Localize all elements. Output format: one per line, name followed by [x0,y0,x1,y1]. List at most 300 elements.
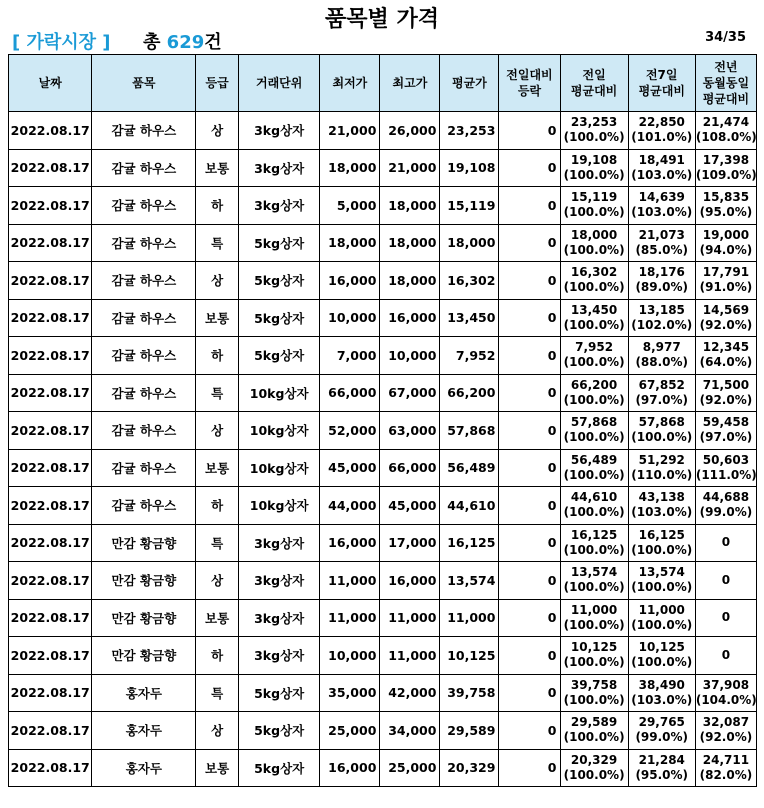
min-price-cell: 5,000 [320,187,380,225]
min-price-cell: 16,000 [320,749,380,787]
compare-line: (94.0%) [699,242,753,257]
prev-7day-compare-cell [628,187,695,225]
item-cell: 만감 황금향 [92,562,196,600]
prev-7day-compare-cell [628,262,695,300]
compare-line: (88.0%) [635,355,689,370]
change-cell: 0 [499,749,560,787]
compare-line: 16,125 [638,527,685,542]
prev-year-compare-cell [695,449,756,487]
date-cell: 2022.08.17 [9,224,92,262]
compare-line: 23,253 [570,115,618,130]
compare-line: 13,185 [638,302,685,317]
compare-line: (91.0%) [699,280,753,295]
min-price-cell: 11,000 [320,562,380,600]
compare-line: 15,835 [702,190,750,205]
min-price-cell: 52,000 [320,412,380,450]
prev-year-compare-cell [695,674,756,712]
compare-line: 57,868 [570,415,618,430]
change-cell: 0 [499,224,560,262]
compare-line: (100.0%) [563,280,625,295]
page-indicator: 34/35 [705,30,746,45]
compare-line: (85.0%) [635,242,689,257]
grade-cell: 보통 [196,749,239,787]
compare-line: (108.0%) [695,130,757,145]
compare-line: (100.0%) [563,317,625,332]
compare-line: (100.0%) [631,655,693,670]
prev-7day-compare-cell [628,712,695,750]
compare-line: (103.0%) [631,692,693,707]
compare-line: 17,791 [702,265,750,280]
change-cell: 0 [499,299,560,337]
compare-line: 32,087 [702,715,750,730]
min-price-cell: 18,000 [320,149,380,187]
compare-line: 21,474 [702,115,750,130]
prev-7day-compare-cell [628,149,695,187]
item-cell: 감귤 하우스 [92,224,196,262]
column-header-line: 등락 [517,84,542,98]
max-price-cell: 11,000 [380,637,440,675]
max-price-cell: 26,000 [380,112,440,150]
table-row [9,674,757,712]
avg-price-cell: 11,000 [440,599,499,637]
compare-line: 18,491 [638,152,685,167]
prev-7day-compare-cell [628,224,695,262]
prev-year-compare-cell [695,599,756,637]
prev-year-compare-cell [695,187,756,225]
date-cell: 2022.08.17 [9,599,92,637]
date-cell: 2022.08.17 [9,187,92,225]
compare-line: (100.0%) [631,580,693,595]
prev-year-compare-cell [695,149,756,187]
prev-7day-compare-cell [628,749,695,787]
date-cell: 2022.08.17 [9,262,92,300]
avg-price-cell: 23,253 [440,112,499,150]
prev-day-compare-cell [560,224,628,262]
column-header [499,55,560,112]
prev-7day-compare-cell [628,562,695,600]
compare-line: 57,868 [638,415,685,430]
compare-line: 0 [721,572,731,587]
change-cell: 0 [499,524,560,562]
compare-line: 17,398 [702,152,750,167]
compare-line: (100.0%) [563,467,625,482]
compare-line: (101.0%) [631,130,693,145]
total-suffix: 건 [204,32,222,53]
max-price-cell: 21,000 [380,149,440,187]
unit-cell: 3kg상자 [238,524,319,562]
min-price-cell: 45,000 [320,449,380,487]
column-header-line: 최고가 [392,76,428,90]
change-cell: 0 [499,562,560,600]
unit-cell: 10kg상자 [238,449,319,487]
grade-cell: 특 [196,374,239,412]
max-price-cell: 42,000 [380,674,440,712]
column-header-line: 품목 [132,76,156,90]
item-cell: 홍자두 [92,749,196,787]
avg-price-cell: 57,868 [440,412,499,450]
item-cell: 만감 황금향 [92,637,196,675]
max-price-cell: 10,000 [380,337,440,375]
grade-cell: 보통 [196,299,239,337]
grade-cell: 하 [196,637,239,675]
table-row [9,299,757,337]
max-price-cell: 34,000 [380,712,440,750]
change-cell: 0 [499,487,560,525]
prev-year-compare-cell [695,262,756,300]
compare-line: (100.0%) [563,130,625,145]
min-price-cell: 44,000 [320,487,380,525]
compare-line: 18,000 [570,227,618,242]
prev-year-compare-cell [695,487,756,525]
date-cell: 2022.08.17 [9,674,92,712]
change-cell: 0 [499,449,560,487]
item-cell: 감귤 하우스 [92,149,196,187]
avg-price-cell: 15,119 [440,187,499,225]
grade-cell: 하 [196,337,239,375]
item-cell: 감귤 하우스 [92,187,196,225]
change-cell: 0 [499,187,560,225]
compare-line: (100.0%) [563,355,625,370]
change-cell: 0 [499,637,560,675]
max-price-cell: 63,000 [380,412,440,450]
compare-line: 0 [721,535,731,550]
prev-7day-compare-cell [628,374,695,412]
min-price-cell: 7,000 [320,337,380,375]
compare-line: 38,490 [638,677,685,692]
compare-line: 11,000 [570,602,618,617]
item-cell: 감귤 하우스 [92,337,196,375]
grade-cell: 특 [196,524,239,562]
grade-cell: 보통 [196,449,239,487]
compare-line: 7,952 [575,340,614,355]
max-price-cell: 16,000 [380,562,440,600]
compare-line: (92.0%) [699,317,753,332]
prev-7day-compare-cell [628,412,695,450]
compare-line: (100.0%) [563,430,625,445]
prev-day-compare-cell [560,637,628,675]
compare-line: 14,639 [638,190,685,205]
compare-line: 13,574 [638,565,685,580]
table-row [9,562,757,600]
column-header [9,55,92,112]
prev-day-compare-cell [560,599,628,637]
min-price-cell: 66,000 [320,374,380,412]
min-price-cell: 18,000 [320,224,380,262]
max-price-cell: 66,000 [380,449,440,487]
compare-line: 15,119 [570,190,618,205]
column-header-line: 전일 [582,68,606,82]
compare-line: (100.0%) [631,617,693,632]
item-cell: 감귤 하우스 [92,374,196,412]
unit-cell: 5kg상자 [238,337,319,375]
compare-line: (111.0%) [695,467,757,482]
min-price-cell: 11,000 [320,599,380,637]
prev-day-compare-cell [560,262,628,300]
min-price-cell: 10,000 [320,299,380,337]
column-header [560,55,628,112]
prev-day-compare-cell [560,562,628,600]
max-price-cell: 11,000 [380,599,440,637]
max-price-cell: 16,000 [380,299,440,337]
column-header-line: 평균대비 [570,84,618,98]
grade-cell: 상 [196,112,239,150]
compare-line: (100.0%) [563,580,625,595]
table-row [9,637,757,675]
prev-year-compare-cell [695,112,756,150]
prev-day-compare-cell [560,187,628,225]
date-cell: 2022.08.17 [9,562,92,600]
compare-line: (103.0%) [631,167,693,182]
avg-price-cell: 13,574 [440,562,499,600]
column-header [320,55,380,112]
compare-line: (104.0%) [695,692,757,707]
grade-cell: 상 [196,262,239,300]
column-header-line: 평균가 [452,76,487,90]
prev-7day-compare-cell [628,637,695,675]
date-cell: 2022.08.17 [9,712,92,750]
compare-line: (100.0%) [563,242,625,257]
prev-day-compare-cell [560,112,628,150]
compare-line: 8,977 [642,340,681,355]
unit-cell: 10kg상자 [238,374,319,412]
min-price-cell: 21,000 [320,112,380,150]
item-cell: 홍자두 [92,712,196,750]
unit-cell: 5kg상자 [238,712,319,750]
compare-line: (99.0%) [635,730,689,745]
compare-line: (82.0%) [699,767,753,782]
unit-cell: 3kg상자 [238,112,319,150]
avg-price-cell: 20,329 [440,749,499,787]
min-price-cell: 25,000 [320,712,380,750]
column-header [440,55,499,112]
column-header-line: 전일대비 [506,68,553,82]
compare-line: 21,073 [638,227,685,242]
compare-line: 13,574 [570,565,618,580]
change-cell: 0 [499,674,560,712]
compare-line: 39,758 [570,677,618,692]
unit-cell: 5kg상자 [238,749,319,787]
avg-price-cell: 29,589 [440,712,499,750]
change-cell: 0 [499,112,560,150]
compare-line: 18,176 [638,265,685,280]
compare-line: (95.0%) [635,767,689,782]
table-row [9,149,757,187]
prev-7day-compare-cell [628,524,695,562]
table-row [9,112,757,150]
column-header-line: 날짜 [38,76,62,90]
total-number: 629 [166,32,205,53]
prev-day-compare-cell [560,449,628,487]
item-cell: 만감 황금향 [92,599,196,637]
min-price-cell: 10,000 [320,637,380,675]
min-price-cell: 16,000 [320,262,380,300]
prev-day-compare-cell [560,674,628,712]
compare-line: 14,569 [702,302,750,317]
prev-year-compare-cell [695,562,756,600]
max-price-cell: 67,000 [380,374,440,412]
column-header [380,55,440,112]
grade-cell: 하 [196,487,239,525]
compare-line: 16,302 [570,265,618,280]
compare-line: (100.0%) [563,730,625,745]
column-header [196,55,239,112]
compare-line: 51,292 [638,452,685,467]
compare-line: (95.0%) [699,205,753,220]
grade-cell: 보통 [196,149,239,187]
compare-line: 43,138 [638,490,685,505]
unit-cell: 5kg상자 [238,262,319,300]
item-cell: 감귤 하우스 [92,412,196,450]
table-body [9,112,757,787]
compare-line: (100.0%) [563,617,625,632]
compare-line: 19,000 [702,227,750,242]
unit-cell: 10kg상자 [238,412,319,450]
max-price-cell: 25,000 [380,749,440,787]
item-cell: 감귤 하우스 [92,262,196,300]
prev-day-compare-cell [560,374,628,412]
item-cell: 감귤 하우스 [92,299,196,337]
avg-price-cell: 10,125 [440,637,499,675]
compare-line: (102.0%) [631,317,693,332]
table-row [9,337,757,375]
column-header [628,55,695,112]
compare-line: 10,125 [638,640,685,655]
column-header-line: 평균대비 [638,84,685,98]
avg-price-cell: 16,302 [440,262,499,300]
compare-line: (100.0%) [563,392,625,407]
date-cell: 2022.08.17 [9,412,92,450]
grade-cell: 상 [196,712,239,750]
unit-cell: 3kg상자 [238,562,319,600]
compare-line: 67,852 [638,377,685,392]
date-cell: 2022.08.17 [9,149,92,187]
date-cell: 2022.08.17 [9,487,92,525]
item-cell: 감귤 하우스 [92,487,196,525]
prev-day-compare-cell [560,299,628,337]
column-header-line: 동월동일 [702,76,750,90]
compare-line: (100.0%) [563,542,625,557]
avg-price-cell: 16,125 [440,524,499,562]
column-header [92,55,196,112]
prev-year-compare-cell [695,374,756,412]
compare-line: (100.0%) [563,505,625,520]
compare-line: 56,489 [570,452,618,467]
page-title: 품목별 가격 [325,7,439,32]
date-cell: 2022.08.17 [9,524,92,562]
table-row [9,599,757,637]
unit-cell: 10kg상자 [238,487,319,525]
prev-day-compare-cell [560,337,628,375]
grade-cell: 하 [196,187,239,225]
compare-line: 71,500 [702,377,750,392]
compare-line: 37,908 [702,677,750,692]
max-price-cell: 18,000 [380,187,440,225]
item-cell: 홍자두 [92,674,196,712]
compare-line: 0 [721,610,731,625]
table-row [9,374,757,412]
prev-day-compare-cell [560,412,628,450]
prev-year-compare-cell [695,524,756,562]
min-price-cell: 35,000 [320,674,380,712]
compare-line: (99.0%) [699,505,753,520]
compare-line: (100.0%) [563,167,625,182]
date-cell: 2022.08.17 [9,112,92,150]
max-price-cell: 18,000 [380,224,440,262]
compare-line: (109.0%) [695,167,757,182]
grade-cell: 상 [196,412,239,450]
prev-day-compare-cell [560,524,628,562]
compare-line: 10,125 [570,640,618,655]
market-label: [ 가락시장 ] [12,32,111,53]
compare-line: 21,284 [638,752,685,767]
compare-line: 22,850 [638,115,685,130]
compare-line: 24,711 [702,752,750,767]
compare-line: (100.0%) [563,655,625,670]
date-cell: 2022.08.17 [9,637,92,675]
prev-year-compare-cell [695,749,756,787]
prev-day-compare-cell [560,149,628,187]
avg-price-cell: 44,610 [440,487,499,525]
change-cell: 0 [499,374,560,412]
table-row [9,487,757,525]
prev-year-compare-cell [695,412,756,450]
avg-price-cell: 56,489 [440,449,499,487]
unit-cell: 3kg상자 [238,599,319,637]
unit-cell: 3kg상자 [238,187,319,225]
table-row [9,412,757,450]
change-cell: 0 [499,262,560,300]
date-cell: 2022.08.17 [9,449,92,487]
compare-line: (103.0%) [631,205,693,220]
grade-cell: 특 [196,674,239,712]
prev-7day-compare-cell [628,299,695,337]
prev-year-compare-cell [695,712,756,750]
compare-line: (97.0%) [635,392,689,407]
compare-line: (100.0%) [631,542,693,557]
change-cell: 0 [499,412,560,450]
price-table [8,54,757,787]
table-row [9,262,757,300]
prev-7day-compare-cell [628,337,695,375]
compare-line: 20,329 [570,752,618,767]
compare-line: (100.0%) [631,430,693,445]
change-cell: 0 [499,599,560,637]
prev-day-compare-cell [560,487,628,525]
compare-line: (92.0%) [699,392,753,407]
grade-cell: 보통 [196,599,239,637]
column-header-line: 평균대비 [702,92,750,106]
total-count [143,28,222,54]
total-prefix: 총 [143,32,161,53]
compare-line: 12,345 [702,340,750,355]
date-cell: 2022.08.17 [9,374,92,412]
avg-price-cell: 39,758 [440,674,499,712]
compare-line: (100.0%) [563,692,625,707]
prev-7day-compare-cell [628,449,695,487]
compare-line: 16,125 [570,527,618,542]
prev-year-compare-cell [695,637,756,675]
compare-line: 19,108 [570,152,618,167]
prev-7day-compare-cell [628,112,695,150]
prev-7day-compare-cell [628,674,695,712]
unit-cell: 3kg상자 [238,149,319,187]
column-header [238,55,319,112]
compare-line: (89.0%) [635,280,689,295]
compare-line: 11,000 [638,602,685,617]
table-row [9,187,757,225]
column-header-line: 전7일 [645,68,678,82]
unit-cell: 5kg상자 [238,299,319,337]
